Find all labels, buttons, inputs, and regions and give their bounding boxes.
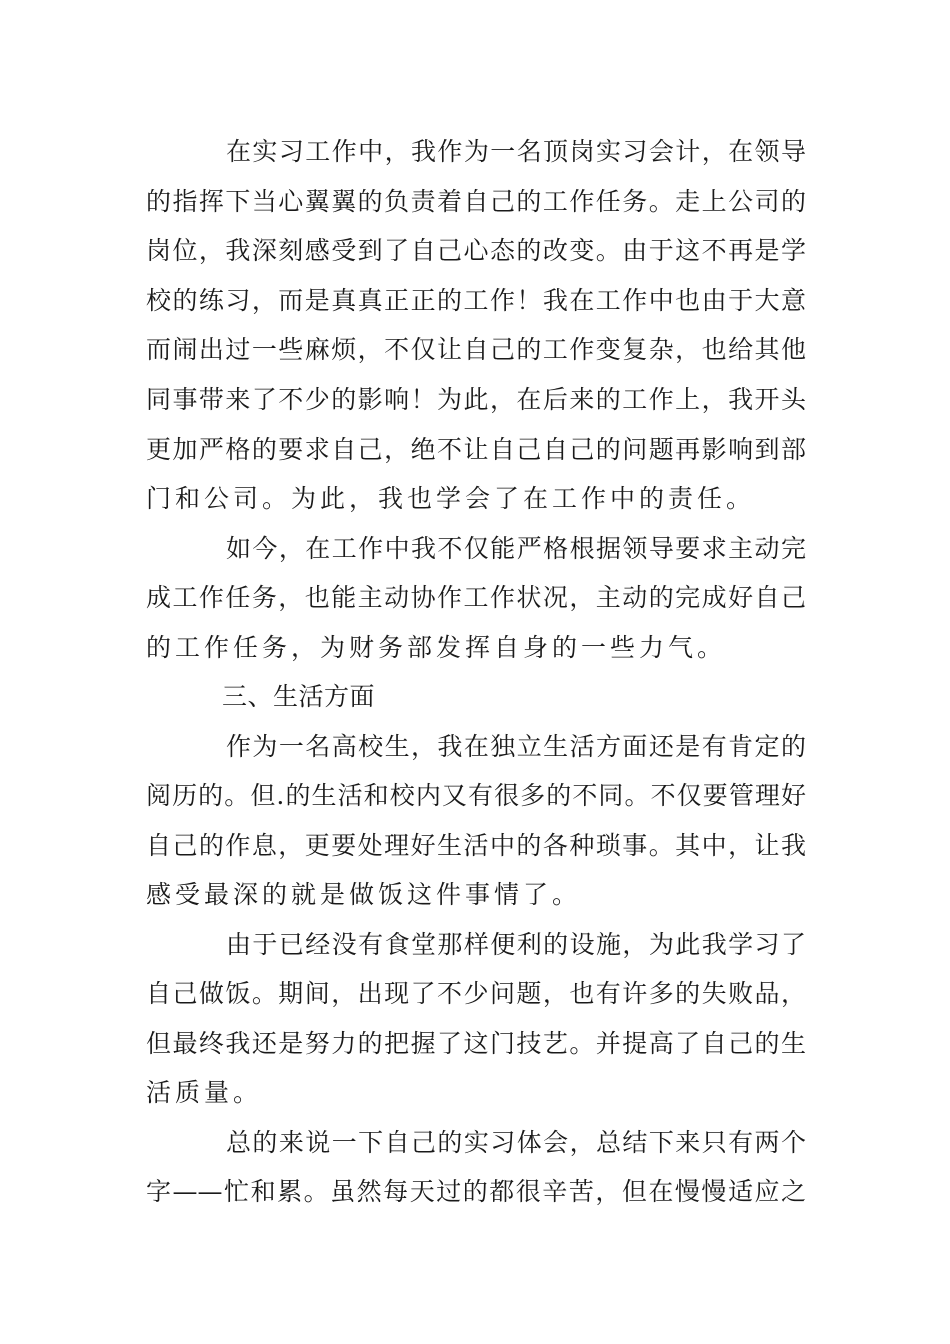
paragraph-4-line-4: 活质量。 [146, 1078, 263, 1107]
paragraph-5-line-2: 字——忙和累。虽然每天过的都很辛苦，但在慢慢适应之 [146, 1177, 806, 1206]
paragraph-1-line-2: 的指挥下当心翼翼的负责着自己的工作任务。走上公司的 [146, 187, 806, 216]
paragraph-1-line-3: 岗位，我深刻感受到了自己心态的改变。由于这不再是学 [146, 236, 806, 265]
paragraph-3-line-2: 阅历的。但.的生活和校内又有很多的不同。不仅要管理好 [146, 781, 806, 810]
paragraph-4-line-3: 但最终我还是努力的把握了这门技艺。并提高了自己的生 [146, 1029, 806, 1058]
paragraph-4-line-1: 由于已经没有食堂那样便利的设施，为此我学习了 [226, 930, 806, 959]
paragraph-3-line-1: 作为一名高校生，我在独立生活方面还是有肯定的 [226, 732, 806, 761]
paragraph-1-line-4: 校的练习，而是真真正正的工作！我在工作中也由于大意 [146, 286, 806, 315]
paragraph-5-line-1: 总的来说一下自己的实习体会，总结下来只有两个 [226, 1128, 806, 1157]
paragraph-1-line-7: 更加严格的要求自己，绝不让自己自己的问题再影响到部 [146, 435, 806, 464]
paragraph-2-line-3: 的工作任务，为财务部发挥自身的一些力气。 [146, 633, 727, 662]
paragraph-2-line-2: 成工作任务，也能主动协作工作状况，主动的完成好自己 [146, 583, 806, 612]
paragraph-1-line-5: 而闹出过一些麻烦，不仅让自己的工作变复杂，也给其他 [146, 335, 806, 364]
paragraph-1-line-6: 同事带来了不少的影响！为此，在后来的工作上，我开头 [146, 385, 806, 414]
paragraph-4-line-2: 自己做饭。期间，出现了不少问题，也有许多的失败品， [146, 979, 806, 1008]
paragraph-3-line-4: 感受最深的就是做饭这件事情了。 [146, 880, 582, 909]
paragraph-2-line-1: 如今，在工作中我不仅能严格根据领导要求主动完 [226, 534, 806, 563]
paragraph-3-line-3: 自己的作息，更要处理好生活中的各种琐事。其中，让我 [146, 831, 806, 860]
section-heading: 三、生活方面 [222, 682, 376, 711]
paragraph-1-line-1: 在实习工作中，我作为一名顶岗实习会计，在领导 [226, 137, 806, 166]
paragraph-1-line-8: 门和公司。为此，我也学会了在工作中的责任。 [146, 484, 756, 513]
